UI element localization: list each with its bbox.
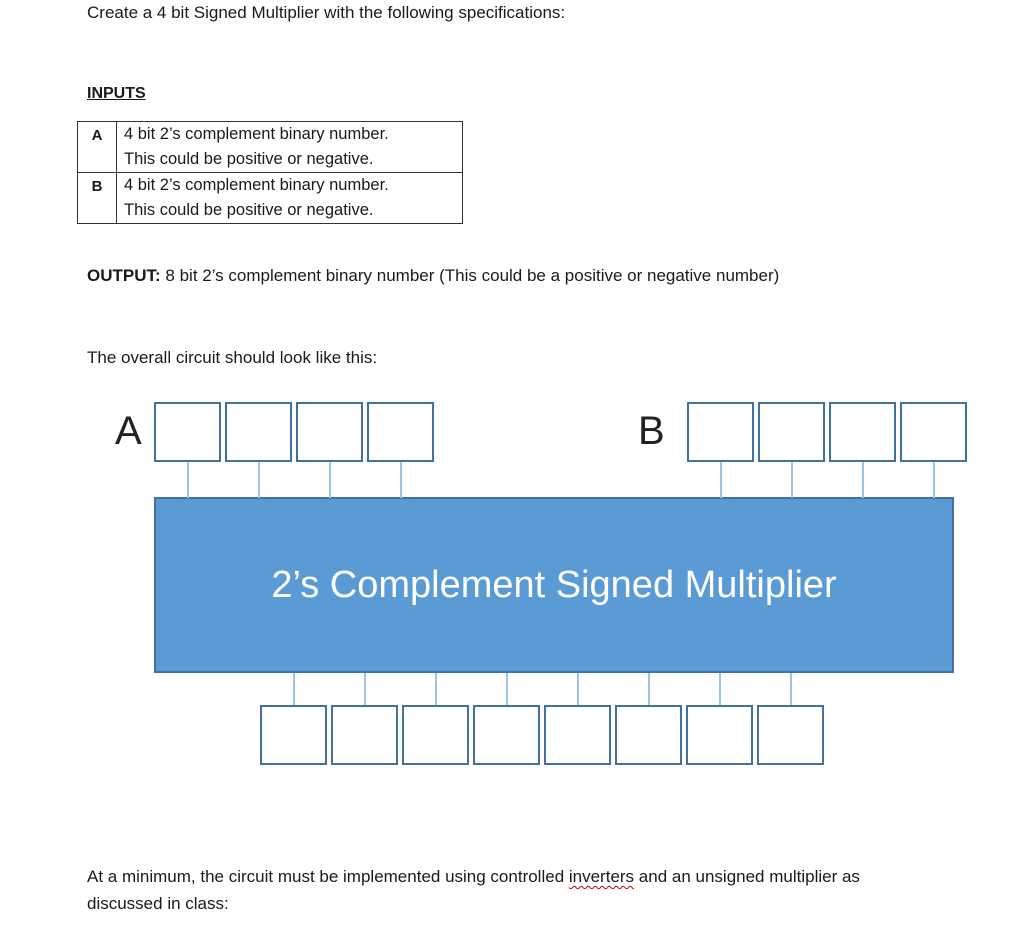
input-description-line: 4 bit 2’s complement binary number.: [124, 125, 389, 143]
table-row: [78, 173, 463, 224]
output-bit-cell: [544, 705, 611, 765]
input-a-bit-cell: [367, 402, 434, 462]
input-name-cell: B: [78, 173, 117, 224]
output-text: 8 bit 2’s complement binary number (This could be a positive or negative number): [165, 266, 780, 285]
output-bit-wire: [435, 673, 437, 705]
output-bit-cell: [260, 705, 327, 765]
output-bit-wire: [790, 673, 792, 705]
output-bit-wire: [506, 673, 508, 705]
input-b-bit-wire: [791, 462, 793, 498]
closing-text-part2: and an unsigned multiplier as: [634, 867, 860, 886]
input-b-bit-cell: [900, 402, 967, 462]
closing-text-part1: At a minimum, the circuit must be implemented using controlled: [87, 867, 569, 886]
input-a-bit-wire: [258, 462, 260, 498]
output-label: OUTPUT:: [87, 266, 161, 285]
table-row: [78, 122, 463, 173]
input-description-line: 4 bit 2’s complement binary number.: [124, 176, 389, 194]
output-bit-wire: [577, 673, 579, 705]
input-b-bit-cell: [829, 402, 896, 462]
input-description-cell: [117, 173, 463, 224]
input-b-label: B: [638, 409, 665, 453]
output-bit-cell: [615, 705, 682, 765]
output-bit-wire: [719, 673, 721, 705]
output-bit-wire: [648, 673, 650, 705]
intro-text: Create a 4 bit Signed Multiplier with the following specifications:: [87, 3, 566, 22]
input-a-bit-wire: [400, 462, 402, 498]
output-bit-cell: [757, 705, 824, 765]
input-name-cell: A: [78, 122, 117, 173]
inputs-table: [77, 121, 463, 224]
output-bit-wire: [364, 673, 366, 705]
input-description-cell: [117, 122, 463, 173]
output-spec: [87, 263, 779, 289]
multiplier-block-label: 2’s Complement Signed Multiplier: [271, 563, 837, 606]
input-b-bit-cell: [758, 402, 825, 462]
input-a-bit-wire: [187, 462, 189, 498]
input-a-bit-wire: [329, 462, 331, 498]
output-bit-cell: [331, 705, 398, 765]
inputs-heading: INPUTS: [87, 85, 146, 102]
input-description-line: This could be positive or negative.: [124, 201, 374, 219]
input-description-line: This could be positive or negative.: [124, 150, 374, 168]
input-b-bit-wire: [933, 462, 935, 498]
multiplier-block: [154, 497, 954, 673]
closing-line-2: discussed in class:: [87, 894, 229, 913]
input-a-bit-cell: [154, 402, 221, 462]
input-a-bit-cell: [225, 402, 292, 462]
input-a-label: A: [115, 409, 142, 453]
input-b-bit-wire: [720, 462, 722, 498]
output-bit-wire: [293, 673, 295, 705]
input-b-bit-wire: [862, 462, 864, 498]
output-bit-cell: [686, 705, 753, 765]
input-a-bit-cell: [296, 402, 363, 462]
closing-line-1: [87, 864, 860, 890]
circuit-intro: The overall circuit should look like this:: [87, 348, 378, 367]
input-b-bit-cell: [687, 402, 754, 462]
output-bit-cell: [473, 705, 540, 765]
closing-underlined-word: inverters: [568, 867, 635, 886]
output-bit-cell: [402, 705, 469, 765]
